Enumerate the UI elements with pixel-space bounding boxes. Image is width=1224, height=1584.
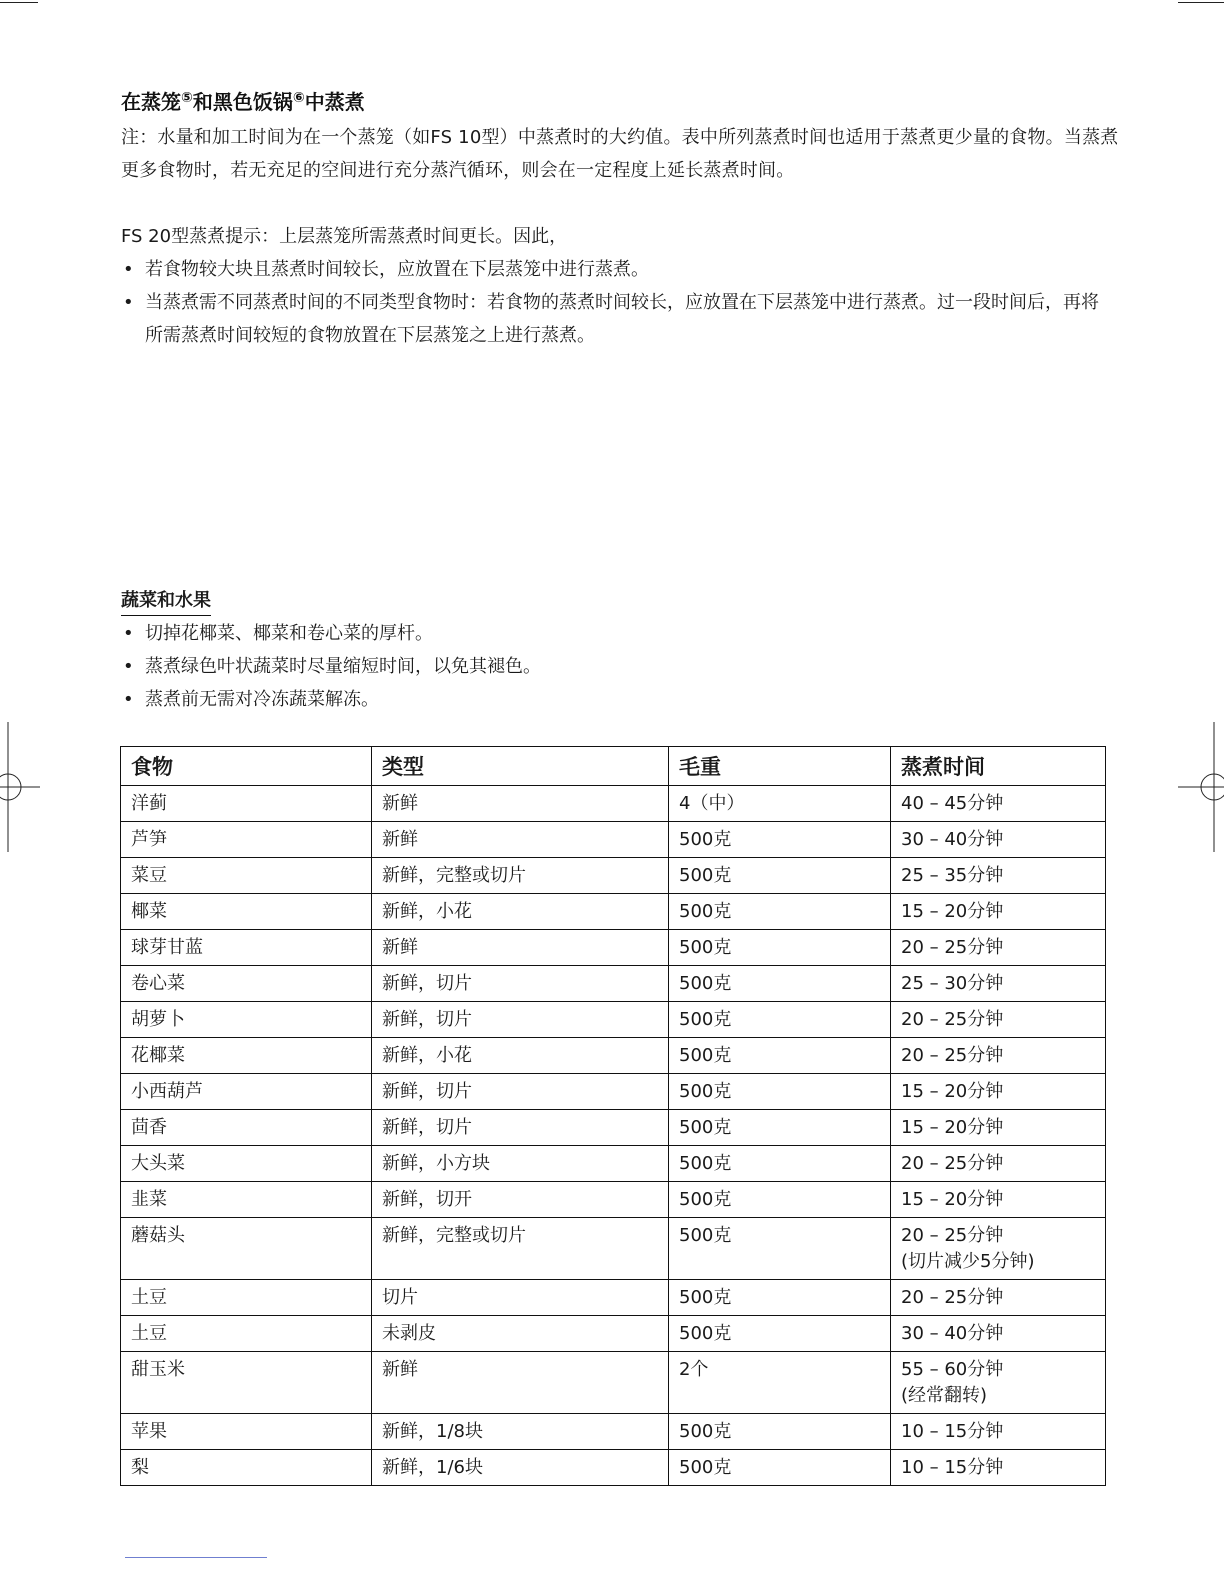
- list-item: • 当蒸煮需不同蒸煮时间的不同类型食物时：若食物的蒸煮时间较长，应放置在下层蒸笼中进行蒸煮。过一段时间后，再将所需蒸煮时间较短的食物放置在下层蒸笼之上进行蒸煮。: [121, 286, 1111, 352]
- cell-weight: 500克: [669, 930, 891, 966]
- cell-weight: 500克: [669, 1316, 891, 1352]
- item-marker-6: ⑥: [292, 90, 305, 106]
- cell-time: 10 – 15分钟: [891, 1450, 1106, 1486]
- cell-food: 芦笋: [121, 822, 372, 858]
- table-row: [121, 930, 1106, 966]
- column-header-weight: 毛重: [669, 747, 891, 786]
- cell-weight: 500克: [669, 822, 891, 858]
- table-row: [121, 894, 1106, 930]
- table-row: [121, 1280, 1106, 1316]
- cell-weight: 500克: [669, 966, 891, 1002]
- cell-weight: 500克: [669, 1110, 891, 1146]
- cell-food: 椰菜: [121, 894, 372, 930]
- cell-type: 新鲜: [372, 1352, 669, 1414]
- list-item: • 切掉花椰菜、椰菜和卷心菜的厚杆。: [121, 617, 1111, 650]
- cell-type: 新鲜，切片: [372, 1110, 669, 1146]
- cell-type: 新鲜，小方块: [372, 1146, 669, 1182]
- cell-type: 新鲜，1/6块: [372, 1450, 669, 1486]
- cell-time: 20 – 25分钟: [891, 1280, 1106, 1316]
- cell-food: 小西葫芦: [121, 1074, 372, 1110]
- list-item: • 蒸煮前无需对冷冻蔬菜解冻。: [121, 683, 1111, 716]
- note-paragraph: 注：水量和加工时间为在一个蒸笼（如FS 10型）中蒸煮时的大约值。表中所列蒸煮时间也适用于蒸煮更少量的食物。当蒸煮更多食物时，若无充足的空间进行充分蒸汽循环，则会在一定程度上延长蒸煮时间。: [121, 127, 1119, 181]
- cell-time: 25 – 35分钟: [891, 858, 1106, 894]
- table-row: [121, 1182, 1106, 1218]
- cell-time: 20 – 25分钟: [891, 1038, 1106, 1074]
- cell-time-note: (切片减少5分钟): [901, 1251, 1035, 1272]
- cell-type: 新鲜，切片: [372, 1074, 669, 1110]
- cell-food: 甜玉米: [121, 1352, 372, 1414]
- cell-type: 新鲜，切片: [372, 1002, 669, 1038]
- cell-type: 新鲜，1/8块: [372, 1414, 669, 1450]
- table-row: [121, 1450, 1106, 1486]
- table-row: [121, 1146, 1106, 1182]
- cell-weight: 500克: [669, 1182, 891, 1218]
- table-row: [121, 1038, 1106, 1074]
- steaming-time-table: [120, 746, 1106, 1486]
- cell-time: 15 – 20分钟: [891, 1110, 1106, 1146]
- cell-food: 梨: [121, 1450, 372, 1486]
- cell-time: 20 – 25分钟: [891, 930, 1106, 966]
- table-row: [121, 1414, 1106, 1450]
- table-row: [121, 966, 1106, 1002]
- cell-food: 洋蓟: [121, 786, 372, 822]
- cell-time: 40 – 45分钟: [891, 786, 1106, 822]
- cell-weight: 500克: [669, 1074, 891, 1110]
- table-row: [121, 1352, 1106, 1414]
- cell-type: 新鲜: [372, 822, 669, 858]
- cell-type: 新鲜，完整或切片: [372, 858, 669, 894]
- table-row: [121, 786, 1106, 822]
- list-item: • 若食物较大块且蒸煮时间较长，应放置在下层蒸笼中进行蒸煮。: [121, 253, 1111, 286]
- table-body: [121, 786, 1106, 1486]
- cell-type: 新鲜，切开: [372, 1182, 669, 1218]
- cell-weight: 500克: [669, 1414, 891, 1450]
- cell-weight: 500克: [669, 1002, 891, 1038]
- cell-food: 苹果: [121, 1414, 372, 1450]
- cell-time: 20 – 25分钟: [891, 1146, 1106, 1182]
- crop-mark-top-right: [1178, 2, 1224, 3]
- cell-food: 土豆: [121, 1316, 372, 1352]
- cell-time: 30 – 40分钟: [891, 822, 1106, 858]
- cell-time: 30 – 40分钟: [891, 1316, 1106, 1352]
- cell-weight: 500克: [669, 1218, 891, 1280]
- cell-food: 花椰菜: [121, 1038, 372, 1074]
- cell-type: 新鲜: [372, 786, 669, 822]
- cell-food: 菜豆: [121, 858, 372, 894]
- column-header-time: 蒸煮时间: [891, 747, 1106, 786]
- cell-type: 切片: [372, 1280, 669, 1316]
- cell-weight: 500克: [669, 1450, 891, 1486]
- cell-type: 新鲜，切片: [372, 966, 669, 1002]
- cell-type: 未剥皮: [372, 1316, 669, 1352]
- cell-weight: 500克: [669, 1280, 891, 1316]
- cell-food: 土豆: [121, 1280, 372, 1316]
- cell-time: 10 – 15分钟: [891, 1414, 1106, 1450]
- cell-time: 20 – 25分钟 (切片减少5分钟): [891, 1218, 1106, 1280]
- column-header-type: 类型: [372, 747, 669, 786]
- cell-type: 新鲜，小花: [372, 894, 669, 930]
- cell-weight: 500克: [669, 1038, 891, 1074]
- section-title: 在蒸笼⑤和黑色饭锅⑥中蒸煮: [121, 90, 365, 114]
- cell-food: 蘑菇头: [121, 1218, 372, 1280]
- cell-time: 20 – 25分钟: [891, 1002, 1106, 1038]
- list-item: • 蒸煮绿色叶状蔬菜时尽量缩短时间，以免其褪色。: [121, 650, 1111, 683]
- cell-time: 55 – 60分钟 (经常翻转): [891, 1352, 1106, 1414]
- vegetables-tip-list: [121, 617, 1111, 716]
- cell-food: 球芽甘蓝: [121, 930, 372, 966]
- table-row: [121, 1316, 1106, 1352]
- table-row: [121, 822, 1106, 858]
- cell-weight: 500克: [669, 858, 891, 894]
- table-row: [121, 1218, 1106, 1280]
- cell-type: 新鲜: [372, 930, 669, 966]
- cell-time: 15 – 20分钟: [891, 1182, 1106, 1218]
- cell-time: 15 – 20分钟: [891, 1074, 1106, 1110]
- fs20-tip-list: [121, 253, 1111, 352]
- cell-weight: 500克: [669, 894, 891, 930]
- cell-food: 胡萝卜: [121, 1002, 372, 1038]
- cell-time-note: (经常翻转): [901, 1385, 988, 1406]
- cell-food: 韭菜: [121, 1182, 372, 1218]
- cell-food: 大头菜: [121, 1146, 372, 1182]
- table-row: [121, 858, 1106, 894]
- table-row: [121, 1002, 1106, 1038]
- table-row: [121, 1110, 1106, 1146]
- cell-food: 茴香: [121, 1110, 372, 1146]
- item-marker-5: ⑤: [181, 90, 193, 106]
- table-header-row: [121, 747, 1106, 786]
- crop-mark-top-left: [0, 2, 38, 3]
- cell-weight: 4（中）: [669, 786, 891, 822]
- registration-mark-right: [1178, 722, 1224, 852]
- cell-time: 25 – 30分钟: [891, 966, 1106, 1002]
- cell-weight: 500克: [669, 1146, 891, 1182]
- cell-food: 卷心菜: [121, 966, 372, 1002]
- column-header-food: 食物: [121, 747, 372, 786]
- fs20-tip-intro: FS 20型蒸煮提示：上层蒸笼所需蒸煮时间更长。因此，: [121, 226, 568, 247]
- cell-time: 15 – 20分钟: [891, 894, 1106, 930]
- cell-weight: 2个: [669, 1352, 891, 1414]
- table-row: [121, 1074, 1106, 1110]
- vegetables-heading: 蔬菜和水果: [121, 588, 211, 616]
- cell-type: 新鲜，完整或切片: [372, 1218, 669, 1280]
- footer-rule: [125, 1557, 267, 1558]
- cell-type: 新鲜，小花: [372, 1038, 669, 1074]
- registration-mark-left: [0, 722, 40, 852]
